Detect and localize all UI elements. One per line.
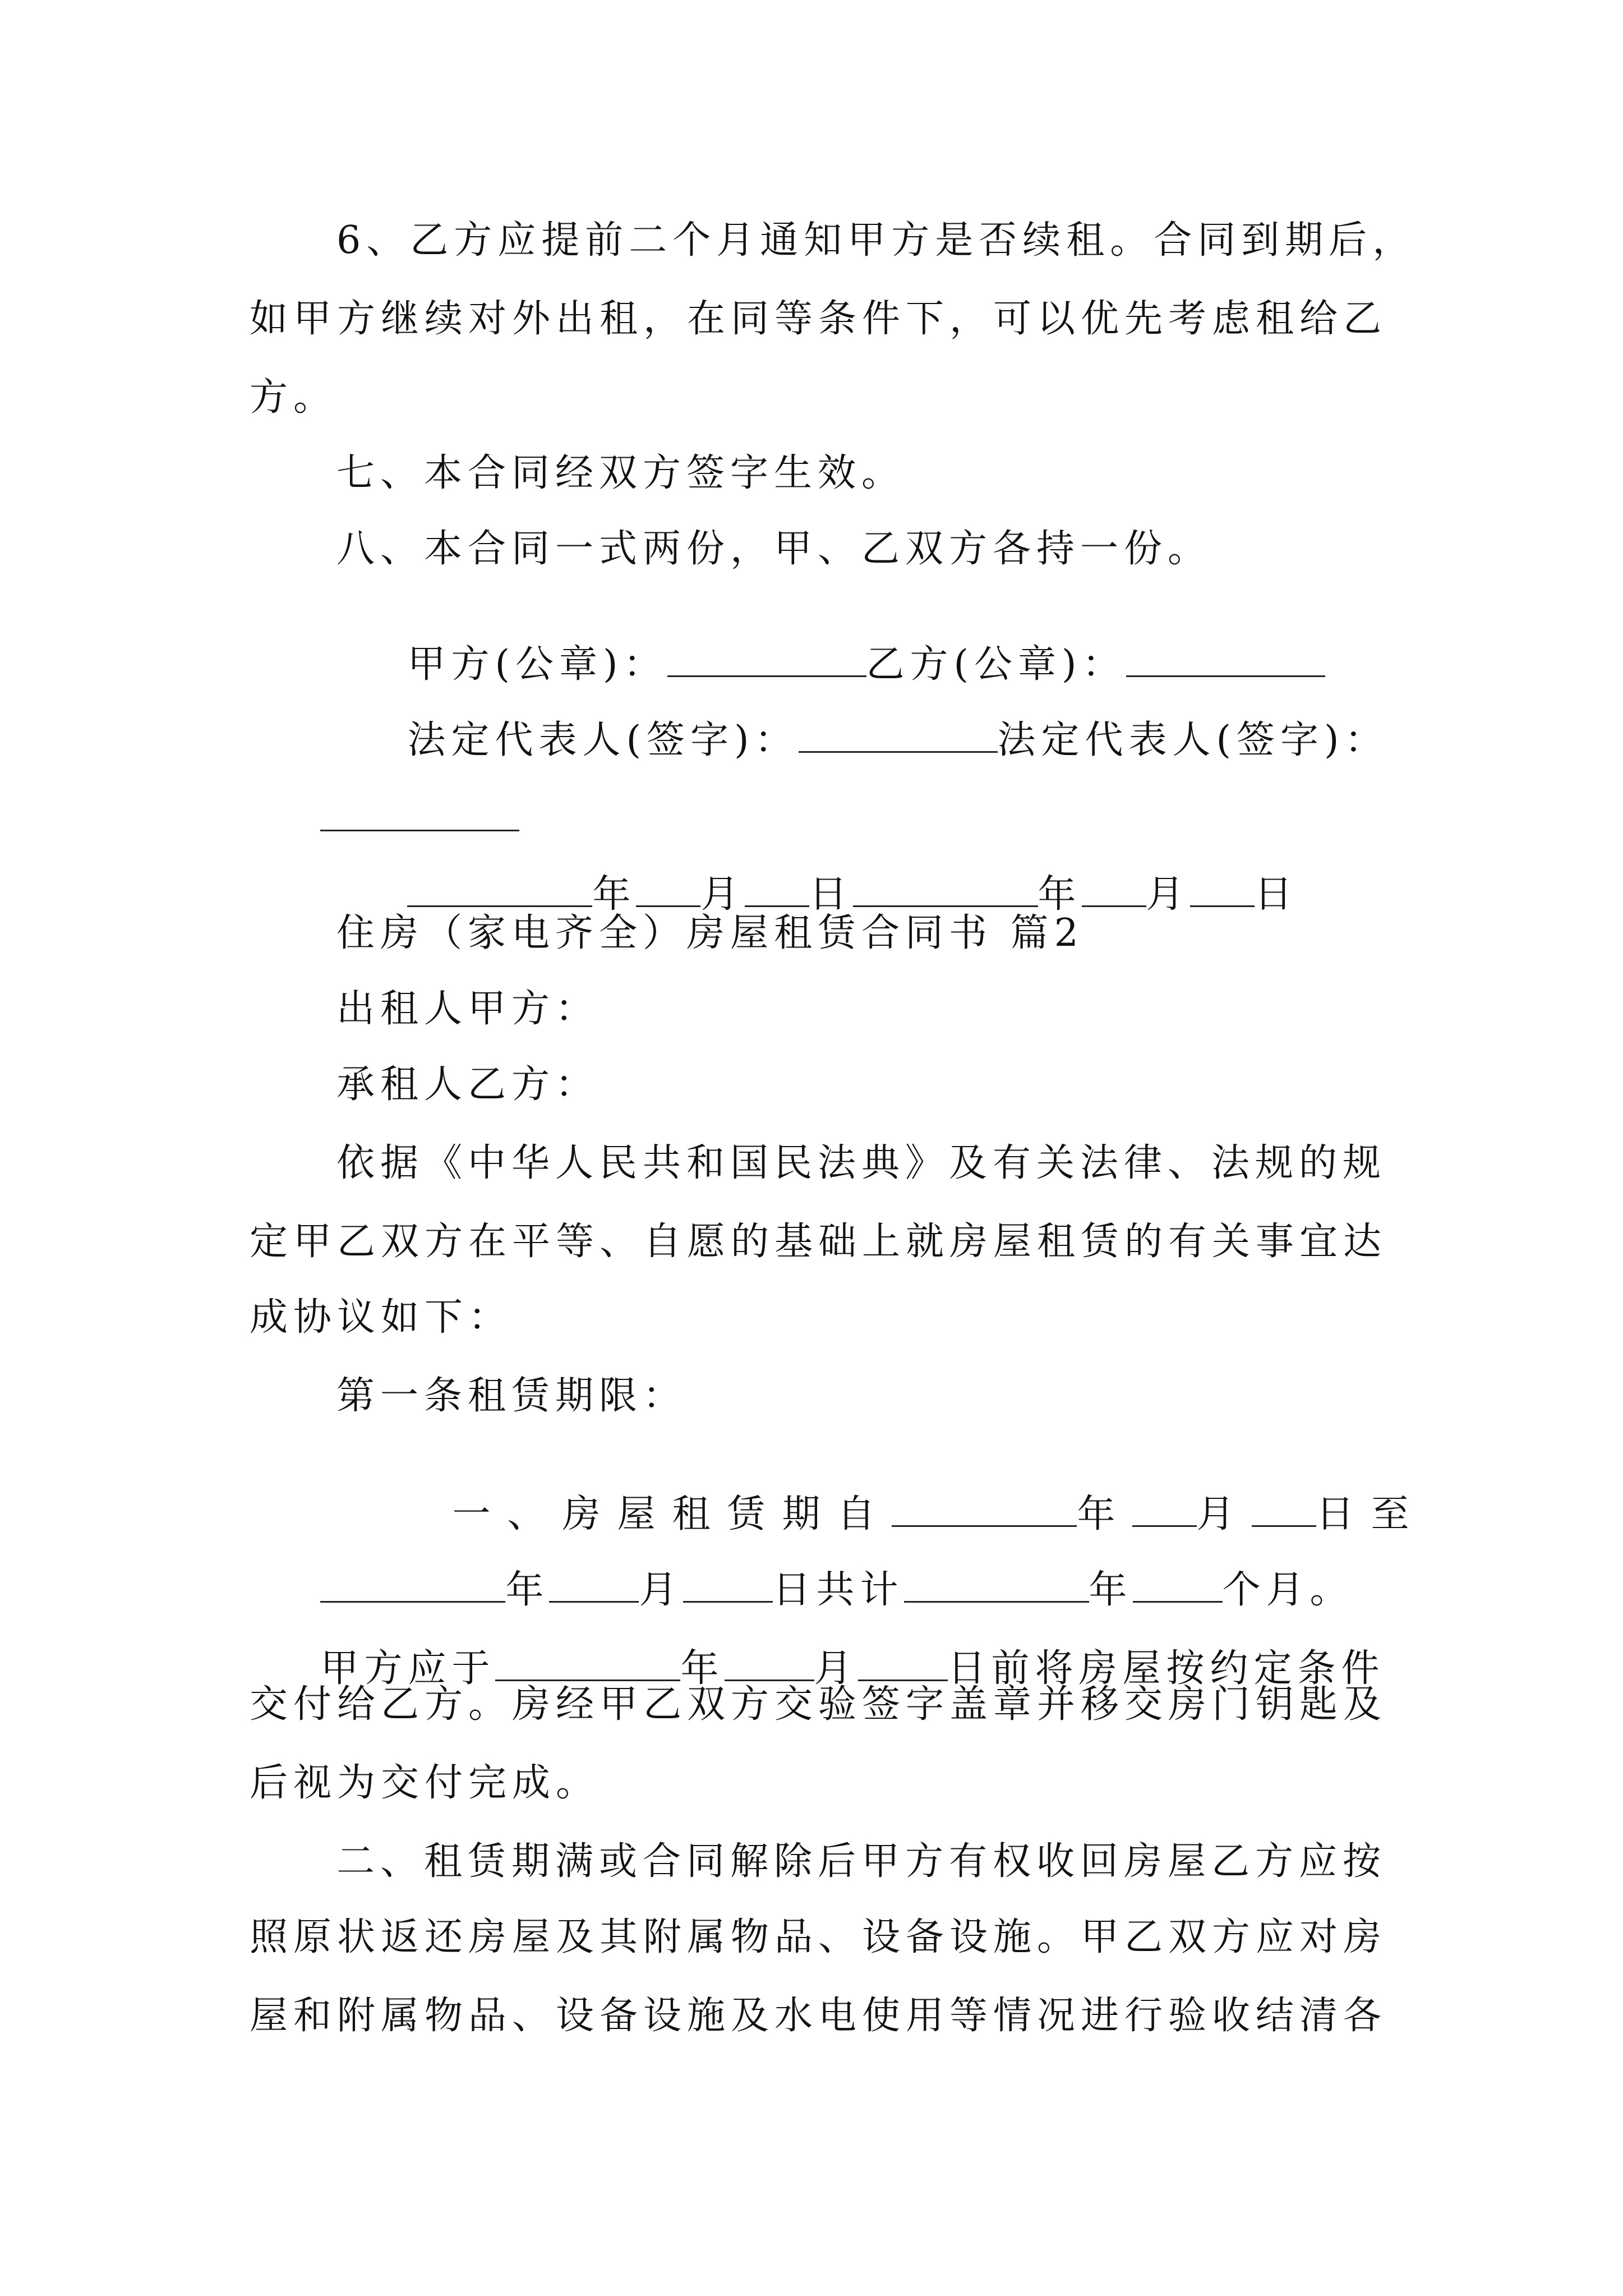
day-label: 日: [1254, 872, 1298, 917]
day-blank[interactable]: [1190, 874, 1255, 907]
end-year-blank[interactable]: [320, 1570, 505, 1603]
paragraph-line: 屋和附属物品、设备设施及水电使用等情况进行验收结清各: [250, 1994, 1387, 2038]
clause-seven: 七、本合同经双方签字生效。: [336, 451, 906, 495]
year-label: 年: [1038, 872, 1082, 917]
delivery-label: 甲方应于: [320, 1646, 496, 1691]
paragraph-line: 6、乙方应提前二个月通知甲方是否续租。合同到期后，: [336, 218, 1417, 263]
month-label: 月: [1146, 872, 1190, 917]
year-label: 年: [680, 1646, 725, 1691]
delivery-day-blank[interactable]: [858, 1648, 948, 1681]
start-month-blank[interactable]: [1132, 1494, 1197, 1527]
delivery-month-blank[interactable]: [725, 1648, 814, 1681]
lessor-label: 出租人甲方：: [336, 987, 600, 1031]
party-a-seal-blank[interactable]: [667, 644, 866, 677]
day-blank[interactable]: [745, 874, 809, 907]
day-label: 日: [809, 872, 853, 917]
year-blank[interactable]: [407, 874, 592, 907]
paragraph-line: 二、租赁期满或合同解除后甲方有权收回房屋乙方应按: [336, 1839, 1387, 1884]
article-one-heading: 第一条租赁期限：: [336, 1374, 687, 1418]
month-blank[interactable]: [636, 874, 700, 907]
month-label: 月: [639, 1568, 683, 1612]
paragraph-line: 方。: [250, 375, 338, 420]
paragraph-line: 如甲方继续对外出租，在同等条件下，可以优先考虑租给乙: [250, 297, 1387, 341]
party-a-seal-label: 甲方(公章)：: [407, 642, 667, 687]
year-label: 年: [1077, 1492, 1132, 1536]
start-year-blank[interactable]: [892, 1494, 1077, 1527]
months-label: 个月。: [1222, 1568, 1354, 1612]
month-label: 月: [814, 1646, 858, 1691]
month-label: 月: [1196, 1492, 1252, 1536]
paragraph-line: 后视为交付完成。: [250, 1761, 600, 1805]
paragraph-line: 成协议如下：: [250, 1295, 513, 1340]
lessee-label: 承租人乙方：: [336, 1062, 600, 1107]
until-label: 日至: [1316, 1492, 1426, 1536]
party-b-seal-blank[interactable]: [1126, 644, 1325, 677]
delivery-year-blank[interactable]: [495, 1648, 680, 1681]
lease-term-label: 一、房屋租赁期自: [452, 1492, 892, 1536]
section-title: 住房（家电齐全）房屋租赁合同书 篇2: [336, 911, 1084, 955]
year-label: 年: [1089, 1568, 1133, 1612]
party-b-rep-label: 法定代表人(签字)：: [997, 718, 1389, 762]
paragraph-line: 定甲乙双方在平等、自愿的基础上就房屋租赁的有关事宜达: [250, 1220, 1387, 1264]
year-label: 年: [505, 1568, 550, 1612]
paragraph-line: 照原状返还房屋及其附属物品、设备设施。甲乙双方应对房: [250, 1915, 1387, 1959]
party-a-rep-label: 法定代表人(签字)：: [407, 718, 799, 762]
year-blank[interactable]: [853, 874, 1038, 907]
month-blank[interactable]: [1082, 874, 1146, 907]
start-day-blank[interactable]: [1252, 1494, 1316, 1527]
party-b-rep-blank[interactable]: [320, 798, 519, 831]
month-label: 月: [700, 872, 745, 917]
total-years-blank[interactable]: [904, 1570, 1089, 1603]
clause-eight: 八、本合同一式两份，甲、乙双方各持一份。: [336, 527, 1212, 571]
paragraph-line: 交付给乙方。房经甲乙双方交验签字盖章并移交房门钥匙及: [250, 1682, 1387, 1727]
delivery-text: 日前将房屋按约定条件: [947, 1646, 1385, 1691]
end-month-blank[interactable]: [549, 1570, 639, 1603]
party-b-seal-label: 乙方(公章)：: [866, 642, 1126, 687]
paragraph-line: 依据《中华人民共和国民法典》及有关法律、法规的规: [336, 1141, 1387, 1185]
end-day-blank[interactable]: [683, 1570, 773, 1603]
total-label: 日共计: [772, 1568, 904, 1612]
year-label: 年: [592, 872, 637, 917]
party-a-rep-blank[interactable]: [799, 720, 998, 753]
total-months-blank[interactable]: [1133, 1570, 1223, 1603]
